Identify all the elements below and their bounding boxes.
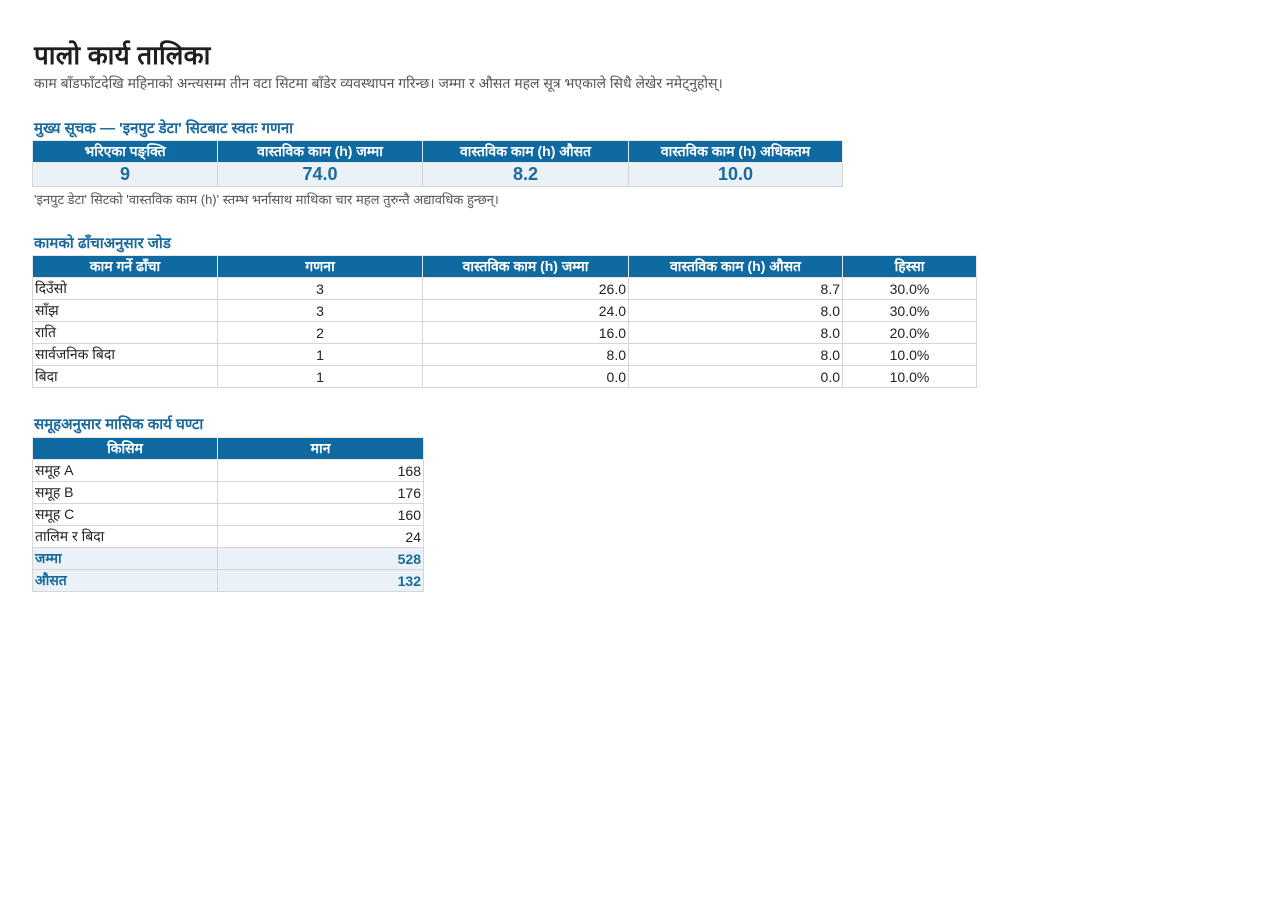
table-cell[interactable]: 0.0 xyxy=(423,366,629,388)
pattern-heading: कामको ढाँचाअनुसार जोड xyxy=(34,235,171,252)
table-row xyxy=(33,300,977,322)
table-cell[interactable]: 1 xyxy=(218,344,423,366)
summary-label[interactable]: औसत xyxy=(33,570,218,592)
monthly-header-row xyxy=(33,438,424,460)
table-cell[interactable]: 176 xyxy=(218,482,424,504)
average-row xyxy=(33,570,424,592)
kpi-table xyxy=(32,140,843,187)
kpi-header-max[interactable]: वास्तविक काम (h) अधिकतम xyxy=(629,141,843,163)
table-cell[interactable]: 24 xyxy=(218,526,424,548)
table-cell[interactable]: 10.0% xyxy=(843,344,977,366)
table-row xyxy=(33,482,424,504)
table-cell[interactable]: 20.0% xyxy=(843,322,977,344)
table-row xyxy=(33,278,977,300)
pattern-header-total[interactable]: वास्तविक काम (h) जम्मा xyxy=(423,256,629,278)
table-cell[interactable]: 24.0 xyxy=(423,300,629,322)
table-cell[interactable]: समूह C xyxy=(33,504,218,526)
kpi-header-filled-rows[interactable]: भरिएका पङ्क्ति xyxy=(33,141,218,163)
table-cell[interactable]: 8.0 xyxy=(629,300,843,322)
table-cell[interactable]: 16.0 xyxy=(423,322,629,344)
kpi-header-average[interactable]: वास्तविक काम (h) औसत xyxy=(423,141,629,163)
table-cell[interactable]: 30.0% xyxy=(843,300,977,322)
table-row xyxy=(33,460,424,482)
summary-value[interactable]: 528 xyxy=(218,548,424,570)
pattern-header-row xyxy=(33,256,977,278)
kpi-header-total[interactable]: वास्तविक काम (h) जम्मा xyxy=(218,141,423,163)
table-row xyxy=(33,504,424,526)
kpi-value-max[interactable]: 10.0 xyxy=(629,163,843,187)
table-row xyxy=(33,366,977,388)
table-cell[interactable]: 0.0 xyxy=(629,366,843,388)
table-cell[interactable]: 8.7 xyxy=(629,278,843,300)
kpi-value-filled-rows[interactable]: 9 xyxy=(33,163,218,187)
monthly-header-value[interactable]: मान xyxy=(218,438,424,460)
table-cell[interactable]: 30.0% xyxy=(843,278,977,300)
kpi-value-total[interactable]: 74.0 xyxy=(218,163,423,187)
table-cell[interactable]: राति xyxy=(33,322,218,344)
table-row xyxy=(33,322,977,344)
pattern-header-share[interactable]: हिस्सा xyxy=(843,256,977,278)
pattern-table xyxy=(32,255,977,388)
summary-label[interactable]: जम्मा xyxy=(33,548,218,570)
page-title: पालो कार्य तालिका xyxy=(34,40,211,70)
table-cell[interactable]: 3 xyxy=(218,278,423,300)
pattern-header-count[interactable]: गणना xyxy=(218,256,423,278)
table-cell[interactable]: 8.0 xyxy=(423,344,629,366)
pattern-header-average[interactable]: वास्तविक काम (h) औसत xyxy=(629,256,843,278)
table-cell[interactable]: 8.0 xyxy=(629,322,843,344)
table-cell[interactable]: समूह A xyxy=(33,460,218,482)
monthly-heading: समूहअनुसार मासिक कार्य घण्टा xyxy=(34,416,204,433)
table-cell[interactable]: 168 xyxy=(218,460,424,482)
kpi-heading: मुख्य सूचक — 'इनपुट डेटा' सिटबाट स्वतः गणना xyxy=(34,120,294,137)
monthly-table xyxy=(32,437,424,592)
kpi-value-row xyxy=(33,163,843,187)
table-row xyxy=(33,344,977,366)
page-subtitle: काम बाँडफाँटदेखि महिनाको अन्त्यसम्म तीन वटा सिटमा बाँडेर व्यवस्थापन गरिन्छ। जम्मा र औसत महल सूत्र भएकाले सिधै लेखेर नमेट्नुहोस्। xyxy=(34,75,723,91)
kpi-header-row xyxy=(33,141,843,163)
kpi-note: 'इनपुट डेटा' सिटको 'वास्तविक काम (h)' स्तम्भ भर्नासाथ माथिका चार महल तुरुन्तै अद्यावधिक हुन्छन्। xyxy=(34,192,499,207)
table-cell[interactable]: 1 xyxy=(218,366,423,388)
table-row xyxy=(33,526,424,548)
table-cell[interactable]: 3 xyxy=(218,300,423,322)
monthly-header-kind[interactable]: किसिम xyxy=(33,438,218,460)
kpi-value-average[interactable]: 8.2 xyxy=(423,163,629,187)
table-cell[interactable]: 2 xyxy=(218,322,423,344)
table-cell[interactable]: दिउँसो xyxy=(33,278,218,300)
table-cell[interactable]: तालिम र बिदा xyxy=(33,526,218,548)
summary-value[interactable]: 132 xyxy=(218,570,424,592)
table-cell[interactable]: साँझ xyxy=(33,300,218,322)
table-cell[interactable]: समूह B xyxy=(33,482,218,504)
table-cell[interactable]: 10.0% xyxy=(843,366,977,388)
table-cell[interactable]: 160 xyxy=(218,504,424,526)
table-cell[interactable]: सार्वजनिक बिदा xyxy=(33,344,218,366)
pattern-header-pattern[interactable]: काम गर्ने ढाँचा xyxy=(33,256,218,278)
total-row xyxy=(33,548,424,570)
table-cell[interactable]: 26.0 xyxy=(423,278,629,300)
table-cell[interactable]: 8.0 xyxy=(629,344,843,366)
table-cell[interactable]: बिदा xyxy=(33,366,218,388)
